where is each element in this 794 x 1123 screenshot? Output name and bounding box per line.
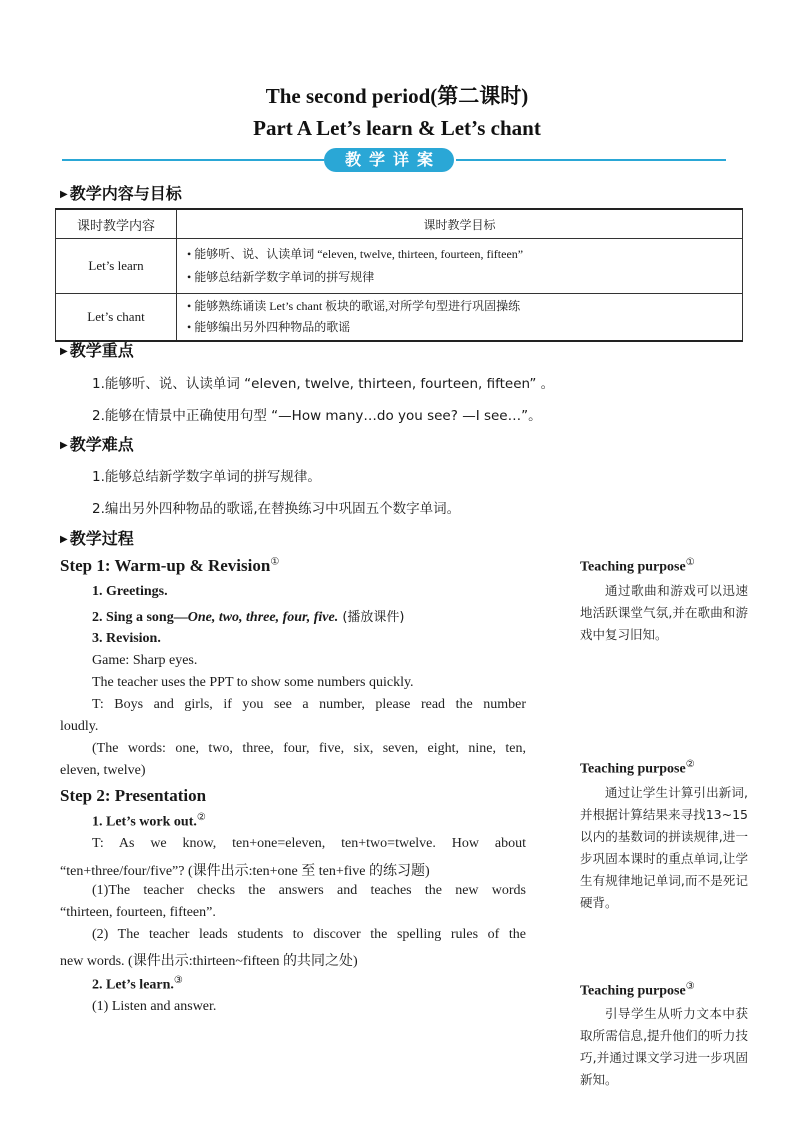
purpose-text: 通过歌曲和游戏可以迅速地活跃课堂气氛,并在歌曲和游戏中复习旧知。	[580, 583, 748, 642]
step1-game: Game: Sharp eyes.	[92, 653, 198, 668]
table-cell-content: Let’s chant	[56, 294, 177, 342]
step2-listen: (1) Listen and answer.	[92, 999, 217, 1014]
goal-item: • 能够编出另外四种物品的歌谣	[187, 320, 351, 334]
purpose-text: 通过让学生计算引出新词,并根据计算结果来寻找13~15以内的基数词的拼读规律,进一步巩固本课时的重点单词,让学生有规律地记单词,而不是死记硬背。	[580, 785, 748, 910]
step1-words-line: (The words: one, two, three, four, five, six, seven, eight, nine, ten,	[92, 741, 526, 756]
step2-heading: Step 2: Presentation	[60, 786, 207, 805]
step2-point2: (2) The teacher leads students to discover the spelling rules of the	[92, 927, 526, 942]
step1-sing: 2. Sing a song—One, two, three, four, five. (播放课件)	[92, 610, 405, 625]
step2-point1: (1)The teacher checks the answers and teaches the new words	[92, 883, 526, 898]
purpose-title: Teaching purpose③	[580, 981, 695, 999]
banner-pill	[324, 148, 454, 172]
triangle-bullet-icon: ▶	[60, 346, 68, 357]
step2-teacher-line-cont: “ten+three/four/five”? (课件出示:ten+one 至 ten+five 的练习题)	[60, 864, 430, 879]
banner-line-right	[456, 159, 726, 161]
section-heading-process: ▶ 教学过程	[60, 529, 134, 548]
banner-line-left	[62, 159, 324, 161]
key-point-item: 2.能够在情景中正确使用句型 “—How many…do you see? —I see…”。	[92, 408, 542, 424]
section-banner	[62, 148, 726, 172]
section-heading-key-points: ▶ 教学重点	[60, 341, 134, 360]
step1-teacher-ppt: The teacher uses the PPT to show some numbers quickly.	[92, 675, 414, 690]
difficulty-item: 1.能够总结新学数字单词的拼写规律。	[92, 469, 321, 485]
step1-words-line-cont: eleven, twelve)	[60, 763, 146, 778]
goal-item: • 能够熟练诵读 Let’s chant 板块的歌谣,对所学句型进行巩固操练	[187, 299, 521, 313]
purpose-text: 引导学生从听力文本中获取所需信息,提升他们的听力技巧,并通过课文学习进一步巩固新知。	[580, 1006, 748, 1087]
section-heading-content-goals: ▶ 教学内容与目标	[60, 184, 182, 203]
step1-teacher-line-cont: loudly.	[60, 719, 99, 734]
banner-char: 详	[392, 150, 409, 169]
banner-char: 教	[344, 150, 361, 169]
table-header-content: 课时教学内容	[56, 209, 177, 239]
difficulty-item: 2.编出另外四种物品的歌谣,在替换练习中巩固五个数字单词。	[92, 501, 461, 517]
step2-work-out: 1. Let’s work out.②	[92, 812, 206, 830]
goal-item: • 能够总结新学数字单词的拼写规律	[187, 270, 375, 284]
table-row	[56, 239, 743, 294]
triangle-bullet-icon: ▶	[60, 189, 68, 200]
table-cell-goals	[177, 239, 743, 294]
step2-teacher-line: T: As we know, ten+one=eleven, ten+two=twelve. How about	[92, 836, 526, 851]
step2-point2-cont: new words. (课件出示:thirteen~fifteen 的共同之处)	[60, 954, 358, 969]
key-point-item: 1.能够听、说、认读单词 “eleven, twelve, thirteen, fourteen, fifteen” 。	[92, 376, 555, 392]
purpose-title: Teaching purpose②	[580, 759, 695, 777]
goal-item: • 能够听、说、认读单词 “eleven, twelve, thirteen, fourteen, fifteen”	[187, 247, 524, 261]
objectives-table	[55, 208, 743, 342]
section-heading-difficulties: ▶ 教学难点	[60, 435, 134, 454]
step1-revision: 3. Revision.	[92, 631, 161, 646]
triangle-bullet-icon: ▶	[60, 440, 68, 451]
banner-char: 学	[368, 150, 385, 169]
purpose-title: Teaching purpose①	[580, 557, 695, 575]
step2-point1-cont: “thirteen, fourteen, fifteen”.	[60, 905, 216, 920]
step1-greetings: 1. Greetings.	[92, 584, 168, 599]
step1-heading: Step 1: Warm-up & Revision①	[60, 556, 280, 575]
step1-teacher-line: T: Boys and girls, if you see a number, please read the number	[92, 697, 526, 712]
table-cell-content: Let’s learn	[56, 239, 177, 294]
banner-char: 案	[416, 150, 433, 169]
table-header-goals: 课时教学目标	[177, 209, 743, 239]
triangle-bullet-icon: ▶	[60, 534, 68, 545]
table-cell-goals	[177, 294, 743, 342]
step2-learn: 2. Let’s learn.③	[92, 975, 183, 993]
page-subtitle: Part A Let’s learn & Let’s chant	[253, 116, 541, 140]
table-row	[56, 294, 743, 342]
page-title: The second period(第二课时)	[265, 84, 529, 108]
